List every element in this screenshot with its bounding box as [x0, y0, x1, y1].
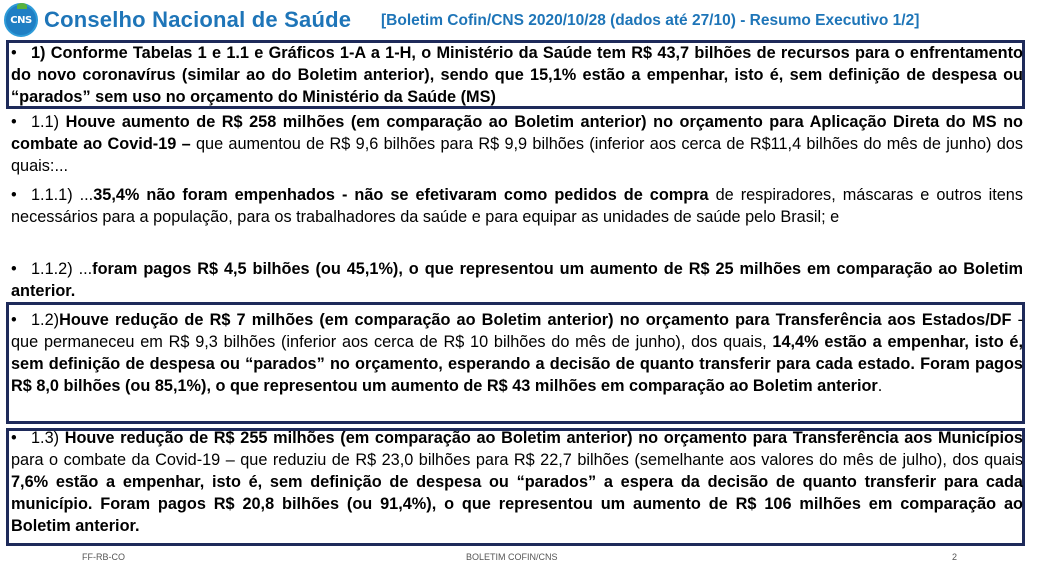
- paragraph-1-3-text: [11, 429, 1023, 535]
- text-run: 35,4% não foram empenhados - não se efetivaram como pedidos de compra: [93, 186, 709, 204]
- text-run: 1.1.1) ...: [31, 186, 94, 204]
- paragraph-1-1-2: [11, 258, 1023, 302]
- text-run: 14,4% estão a empenhar, isto é, sem definição de despesa ou “parados” no orçamento, esperando a decisão de quanto transferir para cada estado. Foram pagos R$ 8,0 bilhões (ou 85,1%): [11, 333, 1023, 395]
- logo-leaf-icon: [17, 3, 27, 9]
- cns-logo: [4, 3, 38, 37]
- paragraph-1-1-1-text: [11, 186, 1023, 226]
- text-run: de respiradores, máscaras e outros itens necessários para a população, para os trabalhadores da saúde e para equipar as unidades de saúde pelo Brasil; e: [11, 186, 1023, 226]
- text-run: para o combate da Covid-19 – que reduziu de R$ 23,0 bilhões para R$ 22,7 bilhões (semelhante aos valores do mês de julho), dos quais: [11, 451, 1023, 469]
- text-run: .: [877, 377, 883, 395]
- page-title: Conselho Nacional de Saúde: [44, 7, 352, 32]
- paragraph-1-3: [11, 427, 1023, 537]
- bullet: •: [11, 186, 17, 204]
- bullet: •: [11, 429, 17, 447]
- paragraph-1-2: [11, 309, 1023, 397]
- text-run: Houve redução de R$ 7 milhões (em comparação ao Boletim anterior) no orçamento para Transferência aos Estados/DF: [59, 311, 1012, 329]
- bullet: •: [11, 113, 17, 131]
- paragraph-1: [11, 42, 1023, 108]
- text-run: foram pagos R$ 4,5 bilhões (ou 45,1%), o que representou um aumento de R$ 25 milhões em comparação ao Boletim anterior.: [11, 260, 1023, 300]
- text-run: 1.1): [31, 113, 66, 131]
- page-number: 2: [952, 552, 958, 562]
- text-run: 1.3): [31, 429, 65, 447]
- footer-left: FF-RB-CO: [82, 552, 125, 562]
- text-run: Houve redução de R$ 255 milhões (em comparação ao Boletim anterior) no orçamento para Transferência aos Municípios: [64, 429, 1023, 447]
- header: [0, 0, 1037, 38]
- paragraph-1-1-2-text: [11, 260, 1023, 300]
- text-run: - que permaneceu em R$ 9,3 bilhões (inferior aos cerca de R$ 10 bilhões do mês de junho), dos quais,: [11, 311, 1023, 351]
- text-run: 1.1.2) ...: [31, 260, 93, 278]
- text-run: que aumentou de R$ 9,6 bilhões para R$ 9,9 bilhões (inferior aos cerca de R$11,4 bilhões do mês de junho) dos quais:...: [11, 135, 1023, 175]
- bullet: •: [11, 260, 17, 278]
- paragraph-1-1-text: [11, 113, 1023, 175]
- bullet: •: [11, 44, 17, 62]
- bullet: •: [11, 311, 17, 329]
- text-run: Houve aumento de R$ 258 milhões (em comparação ao Boletim anterior) no orçamento para Aplicação Direta do MS no combate ao Covid-19 –: [11, 113, 1023, 153]
- paragraph-1-2-text: [11, 311, 1023, 395]
- text-run: 1.2): [31, 311, 60, 329]
- text-run: , o que representou um aumento de R$ 106 milhões em comparação ao Boletim anterior.: [11, 495, 1024, 535]
- text-run: , o que representou um aumento de R$ 43 milhões em comparação ao Boletim anterior: [206, 377, 878, 395]
- footer-center: BOLETIM COFIN/CNS: [466, 552, 558, 562]
- logo-text: CNS: [10, 14, 32, 26]
- paragraph-1-text: [11, 44, 1023, 106]
- paragraph-1-1-1: [11, 184, 1023, 228]
- paragraph-1-1: [11, 111, 1023, 177]
- text-run: 1) Conforme Tabelas 1 e 1.1 e Gráficos 1-A a 1-H, o Ministério da Saúde tem R$ 43,7 bilhões de recursos para o enfrentamento do novo coronavírus (similar ao do Boletim anterior), sendo que 15,1% estão a empenhar, isto é, sem definição de despesa ou “parados” sem uso no orçamento do Ministério da Saúde (MS): [11, 44, 1023, 106]
- page-subtitle: [Boletim Cofin/CNS 2020/10/28 (dados até 27/10) - Resumo Executivo 1/2]: [381, 12, 920, 29]
- text-run: 7,6% estão a empenhar, isto é, sem definição de despesa ou “parados” a espera da decisão de quanto transferir para cada município. Foram pagos R$ 20,8 bilhões (ou 91,4%): [11, 473, 1023, 513]
